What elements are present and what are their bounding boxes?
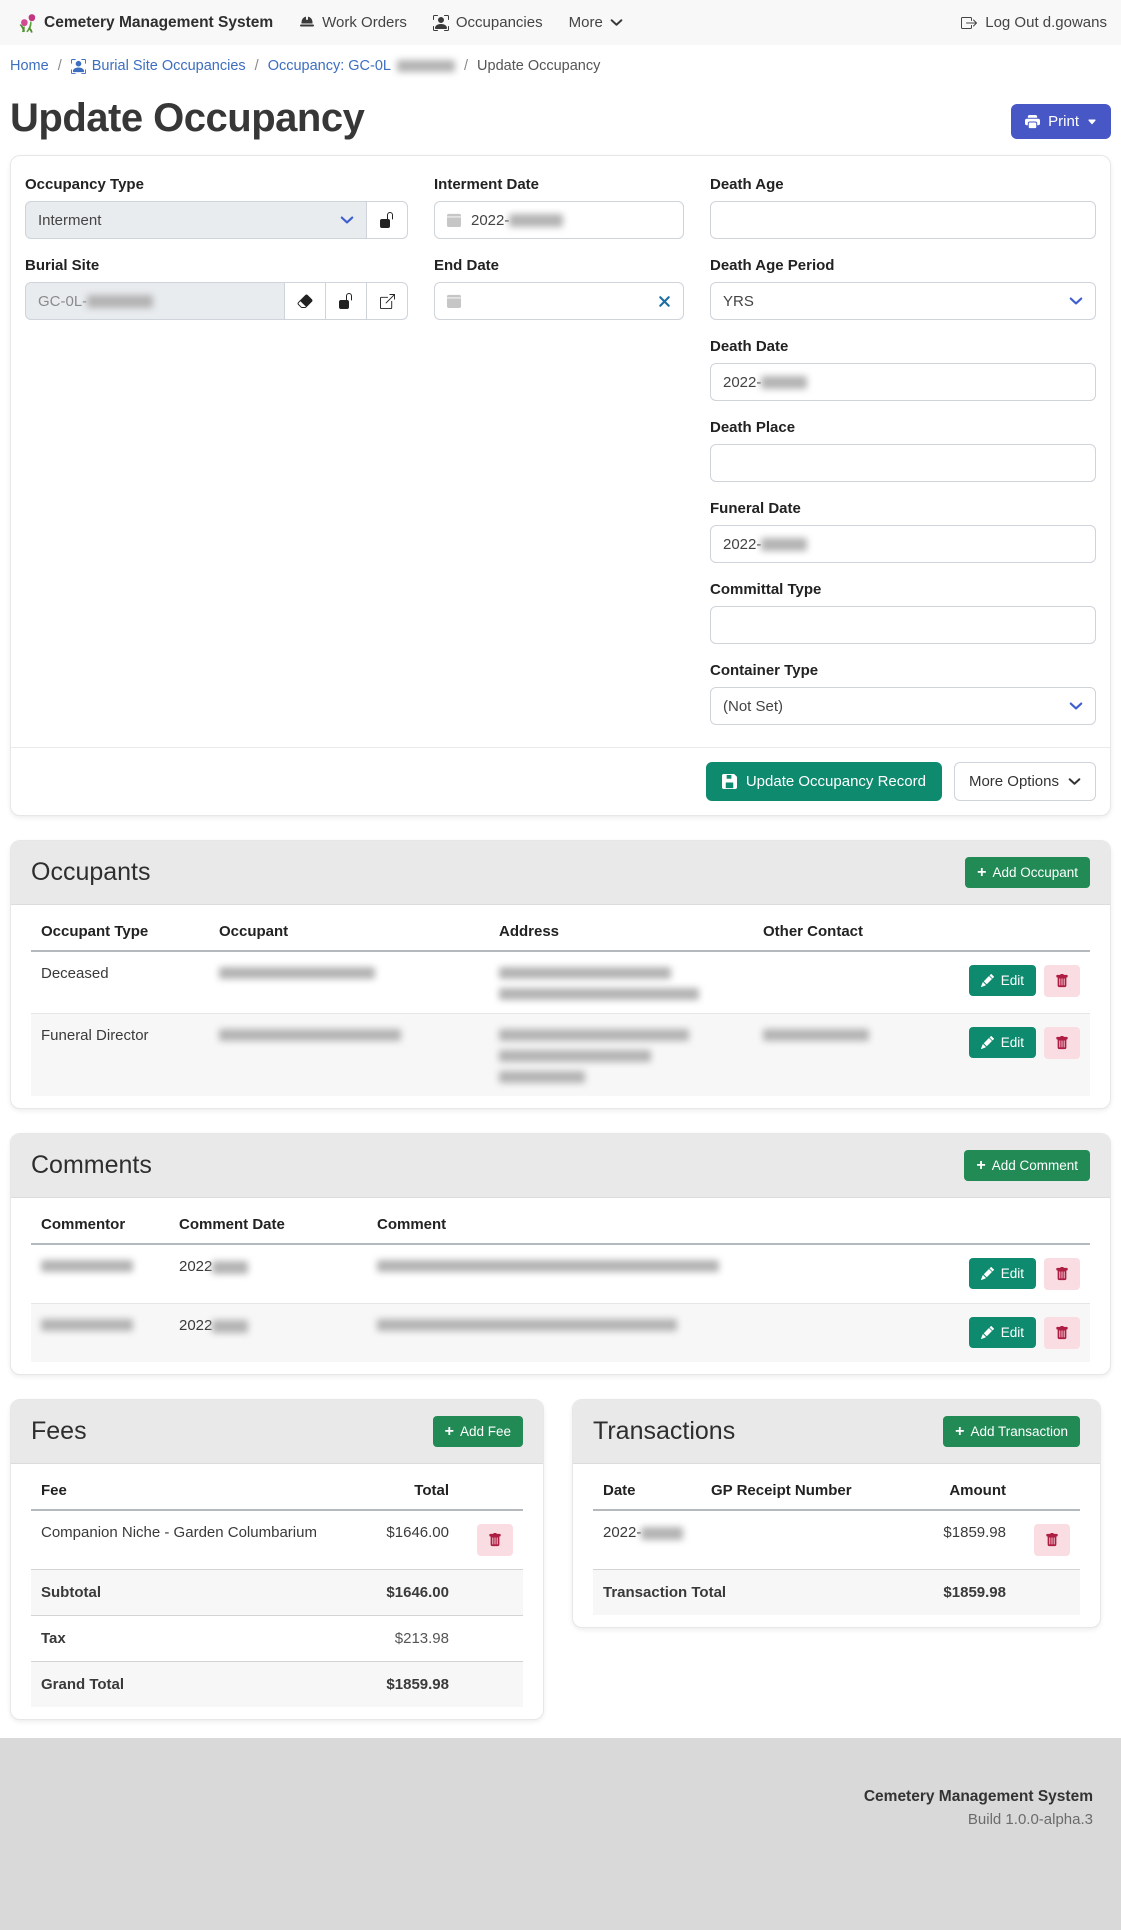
redacted-text: [219, 1029, 401, 1041]
more-options-button[interactable]: More Options: [954, 762, 1096, 801]
clear-end-date-button[interactable]: [658, 295, 671, 308]
breadcrumb-occupancy-link[interactable]: Occupancy: GC-0L: [268, 58, 455, 74]
actions-cell: [459, 1510, 523, 1570]
breadcrumb-home-link[interactable]: Home: [10, 58, 49, 74]
chevron-down-icon: [1069, 294, 1083, 308]
fees-col-actions: [459, 1470, 523, 1510]
redacted-text: [397, 60, 455, 72]
fee-summary-row: [31, 1616, 523, 1662]
delete-button[interactable]: [477, 1524, 513, 1556]
receipt-cell: [701, 1510, 906, 1570]
redacted-text: [499, 1029, 689, 1041]
breadcrumb-current: Update Occupancy: [477, 58, 601, 74]
chevron-down-icon: [1069, 699, 1083, 713]
brand-link[interactable]: Cemetery Management System: [44, 13, 274, 31]
redacted-text: [377, 1260, 719, 1272]
breadcrumb: [0, 45, 1121, 80]
redacted-text: [87, 295, 153, 308]
delete-button[interactable]: [1034, 1524, 1070, 1556]
summary-value: $213.98: [349, 1616, 459, 1662]
redacted-text: [41, 1260, 133, 1272]
death-age-label: Death Age: [710, 176, 784, 193]
occupants-col-occupant: Occupant: [209, 911, 489, 951]
fees-table: [31, 1470, 523, 1707]
comments-title: Comments: [31, 1151, 152, 1179]
interment-date-label: Interment Date: [434, 176, 540, 193]
funeral-date-label: Funeral Date: [710, 500, 801, 517]
fees-title: Fees: [31, 1417, 87, 1445]
death-age-period-label: Death Age Period: [710, 257, 835, 274]
nav-occupancies-label: Occupancies: [455, 14, 543, 31]
print-button[interactable]: Print: [1011, 104, 1111, 139]
delete-button[interactable]: [1044, 965, 1080, 997]
plus-icon: +: [976, 1156, 986, 1174]
committal-type-input[interactable]: [710, 606, 1096, 644]
fees-col-total: Total: [349, 1470, 459, 1510]
edit-button[interactable]: Edit: [969, 965, 1036, 996]
lock-occupancy-type-button[interactable]: [366, 201, 408, 239]
redacted-text: [509, 214, 563, 227]
transaction-total-row: [593, 1570, 1080, 1616]
update-occupancy-record-button[interactable]: Update Occupancy Record: [706, 762, 942, 801]
breadcrumb-separator: /: [464, 58, 469, 74]
occupants-col-occupant-type: Occupant Type: [31, 911, 209, 951]
add-comment-button[interactable]: + Add Comment: [964, 1150, 1090, 1181]
edit-button[interactable]: Edit: [969, 1258, 1036, 1289]
redacted-text: [761, 376, 807, 389]
box-arrow-up-right-icon: [380, 294, 395, 309]
fee-total-cell: $1646.00: [386, 1524, 449, 1541]
summary-label: Grand Total: [31, 1662, 349, 1708]
comments-col-commentor: Commentor: [31, 1204, 169, 1244]
death-place-label: Death Place: [710, 419, 796, 436]
lock-burial-site-button[interactable]: [325, 282, 367, 320]
trash-icon: [1055, 1326, 1069, 1340]
breadcrumb-burial-site-occupancies-link[interactable]: Burial Site Occupancies: [71, 58, 246, 74]
comments-table: [31, 1204, 1090, 1362]
occupants-table: [31, 911, 1090, 1096]
edit-button[interactable]: Edit: [969, 1027, 1036, 1058]
add-transaction-button[interactable]: + Add Transaction: [943, 1416, 1080, 1447]
comment-date-cell: 2022: [169, 1304, 367, 1363]
logout-icon: [961, 15, 977, 31]
commentor-cell: [31, 1304, 169, 1363]
address-cell: [489, 951, 753, 1014]
redacted-text: [212, 1320, 248, 1333]
other-contact-cell: [753, 951, 953, 1014]
page-title: Update Occupancy: [10, 96, 365, 140]
fee-cell: Companion Niche - Garden Columbarium: [41, 1524, 317, 1541]
redacted-text: [499, 967, 671, 979]
save-icon: [722, 774, 737, 789]
redacted-text: [212, 1261, 248, 1274]
comment-row: [31, 1244, 1090, 1304]
nav-item-work-orders[interactable]: [299, 14, 407, 31]
comments-section: [10, 1133, 1111, 1375]
interment-date-input[interactable]: 2022-: [434, 201, 684, 239]
calendar-icon: [447, 213, 461, 227]
occupant-cell: [209, 1014, 489, 1097]
pencil-icon: [981, 1267, 994, 1280]
occupant-row: [31, 951, 1090, 1014]
transactions-col-amount: Amount: [906, 1470, 1016, 1510]
delete-button[interactable]: [1044, 1258, 1080, 1290]
death-place-input[interactable]: [710, 444, 1096, 482]
pencil-icon: [981, 1326, 994, 1339]
plus-icon: +: [955, 1422, 965, 1440]
funeral-date-input[interactable]: 2022-: [710, 525, 1096, 563]
tulip-logo-icon: [14, 13, 36, 33]
summary-value: $1859.98: [349, 1662, 459, 1708]
comments-col-date: Comment Date: [169, 1204, 367, 1244]
comments-col-comment: Comment: [367, 1204, 920, 1244]
add-fee-button[interactable]: + Add Fee: [433, 1416, 523, 1447]
redacted-text: [499, 988, 699, 1000]
footer-title: Cemetery Management System: [863, 1788, 1093, 1805]
open-burial-site-button[interactable]: [366, 282, 408, 320]
summary-value: $1646.00: [349, 1570, 459, 1616]
person-bounding-box-icon: [433, 15, 449, 31]
end-date-input[interactable]: [434, 282, 684, 320]
occupant-row: [31, 1014, 1090, 1097]
pencil-icon: [981, 1036, 994, 1049]
fee-summary-row: [31, 1662, 523, 1708]
fees-col-fee: Fee: [31, 1470, 349, 1510]
transaction-row: [593, 1510, 1080, 1570]
occupants-title: Occupants: [31, 858, 151, 886]
nav-item-occupancies[interactable]: [433, 14, 543, 31]
occupancy-form-card: [10, 155, 1111, 816]
hard-hat-icon: [299, 15, 315, 31]
occupants-col-actions: [953, 911, 1090, 951]
chevron-down-icon: [1068, 775, 1081, 788]
fee-summary-row: [31, 1570, 523, 1616]
clear-burial-site-button[interactable]: [284, 282, 326, 320]
redacted-text: [763, 1029, 869, 1041]
calendar-icon: [447, 294, 461, 308]
occupant-type-cell: Deceased: [41, 965, 109, 982]
logout-label: Log Out d.gowans: [985, 14, 1107, 31]
container-type-select[interactable]: (Not Set): [710, 687, 1096, 725]
burial-site-label: Burial Site: [25, 257, 100, 274]
summary-label: Transaction Total: [593, 1570, 906, 1616]
actions-cell: [953, 951, 1090, 1014]
fees-section: [10, 1399, 544, 1720]
logout-link[interactable]: [961, 14, 1107, 31]
redacted-text: [499, 1071, 585, 1083]
trash-icon: [1055, 974, 1069, 988]
occupancy-type-select[interactable]: Interment: [25, 201, 367, 239]
death-age-input[interactable]: [710, 201, 1096, 239]
transactions-col-actions: [1016, 1470, 1080, 1510]
caret-down-icon: [1087, 117, 1097, 127]
eraser-icon: [297, 293, 313, 309]
footer-build: Build 1.0.0-alpha.3: [967, 1811, 1093, 1828]
nav-more-label: More: [568, 14, 603, 31]
occupant-cell: [209, 951, 489, 1014]
transactions-section: [572, 1399, 1101, 1628]
redacted-text: [219, 967, 375, 979]
transaction-date-cell: 2022-: [593, 1510, 701, 1570]
nav-work-orders-label: Work Orders: [322, 14, 407, 31]
trash-icon: [1055, 1267, 1069, 1281]
occupants-col-address: Address: [489, 911, 753, 951]
site-footer: [0, 1738, 1121, 1930]
comment-date-cell: 2022: [169, 1244, 367, 1304]
comment-cell: [367, 1304, 920, 1363]
trash-icon: [488, 1533, 502, 1547]
delete-button[interactable]: [1044, 1317, 1080, 1349]
delete-button[interactable]: [1044, 1027, 1080, 1059]
committal-type-label: Committal Type: [710, 581, 822, 598]
actions-cell: [1016, 1510, 1080, 1570]
chevron-down-icon: [610, 16, 623, 29]
summary-label: Tax: [31, 1616, 349, 1662]
redacted-text: [641, 1527, 683, 1540]
unlock-icon: [338, 293, 354, 309]
amount-cell: $1859.98: [943, 1524, 1006, 1541]
redacted-text: [499, 1050, 651, 1062]
transactions-table: [593, 1470, 1080, 1615]
pencil-icon: [981, 974, 994, 987]
container-type-label: Container Type: [710, 662, 819, 679]
burial-site-input: GC-0L-: [25, 282, 285, 320]
death-date-label: Death Date: [710, 338, 789, 355]
address-cell: [489, 1014, 753, 1097]
unlock-icon: [379, 212, 395, 228]
redacted-text: [377, 1319, 677, 1331]
plus-icon: +: [444, 1422, 454, 1440]
summary-value: $1859.98: [906, 1570, 1016, 1616]
occupants-col-other-contact: Other Contact: [753, 911, 953, 951]
person-bounding-box-icon: [71, 59, 86, 74]
actions-cell: [953, 1014, 1090, 1097]
printer-icon: [1025, 114, 1040, 129]
top-navbar: [0, 0, 1121, 45]
comments-col-actions: [920, 1204, 1090, 1244]
summary-label: Subtotal: [31, 1570, 349, 1616]
transactions-title: Transactions: [593, 1417, 736, 1445]
edit-button[interactable]: Edit: [969, 1317, 1036, 1348]
comment-cell: [367, 1244, 920, 1304]
breadcrumb-separator: /: [57, 58, 62, 74]
redacted-text: [41, 1319, 133, 1331]
plus-icon: +: [977, 863, 987, 881]
actions-cell: [920, 1244, 1090, 1304]
commentor-cell: [31, 1244, 169, 1304]
actions-cell: [920, 1304, 1090, 1363]
chevron-down-icon: [340, 213, 354, 227]
death-age-period-select[interactable]: YRS: [710, 282, 1096, 320]
breadcrumb-separator: /: [254, 58, 259, 74]
comment-row: [31, 1304, 1090, 1363]
occupants-section: [10, 840, 1111, 1109]
death-date-input[interactable]: 2022-: [710, 363, 1096, 401]
occupancy-type-label: Occupancy Type: [25, 176, 144, 193]
add-occupant-button[interactable]: + Add Occupant: [965, 857, 1090, 888]
end-date-label: End Date: [434, 257, 500, 274]
transactions-col-date: Date: [593, 1470, 701, 1510]
trash-icon: [1055, 1036, 1069, 1050]
trash-icon: [1045, 1533, 1059, 1547]
transactions-col-receipt: GP Receipt Number: [701, 1470, 906, 1510]
redacted-text: [761, 538, 807, 551]
nav-item-more[interactable]: [569, 14, 623, 31]
other-contact-cell: [753, 1014, 953, 1097]
occupant-type-cell: Funeral Director: [41, 1027, 149, 1044]
fee-row: [31, 1510, 523, 1570]
